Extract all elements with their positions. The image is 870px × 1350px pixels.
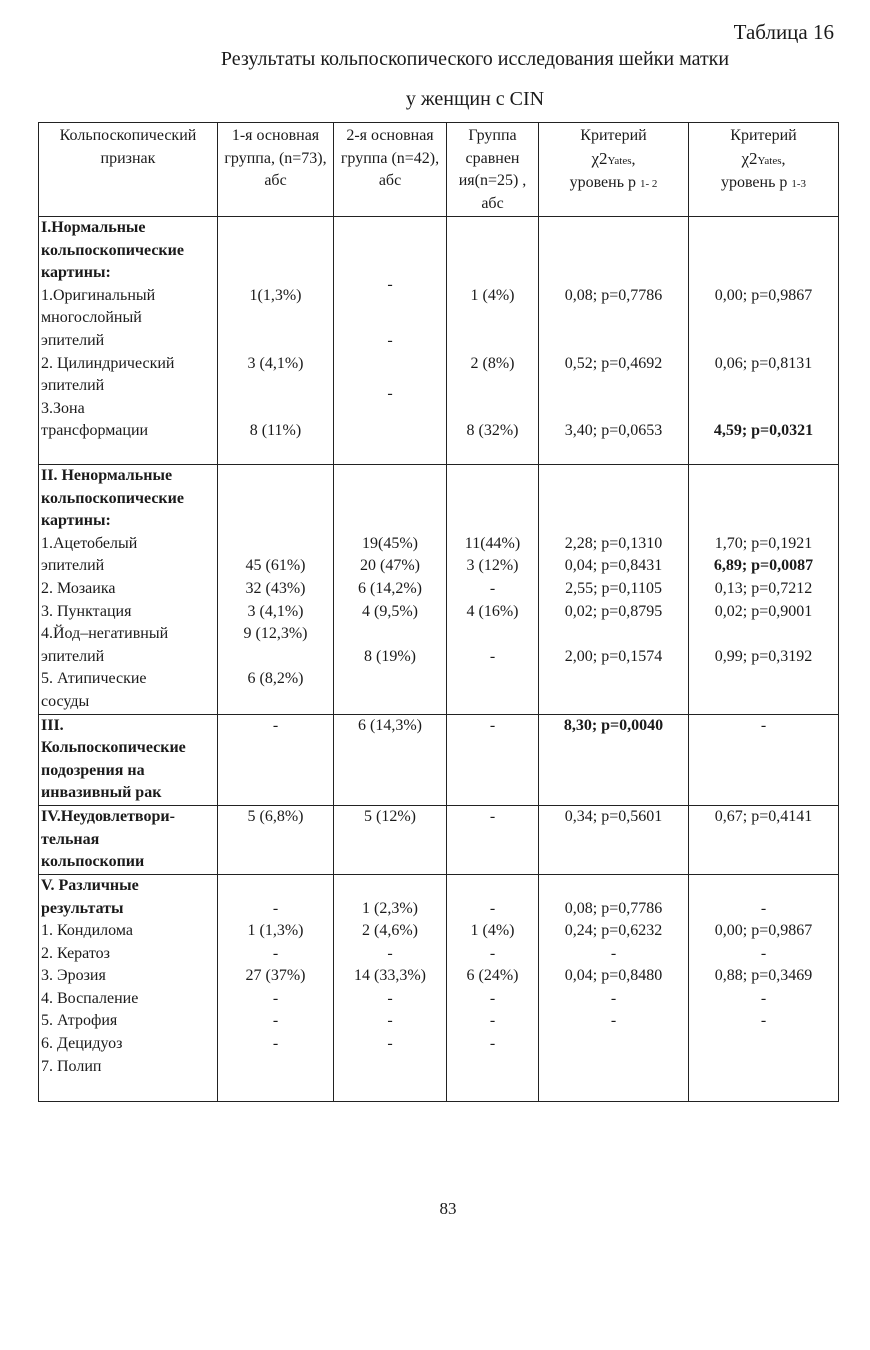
page-number: 83 [439,1199,457,1218]
section-unsatisfactory-group2: 5 (12%) [334,805,447,874]
header-criterion-1-2: Критерий χ2Yates, уровень р 1- 2 [539,123,689,217]
header-group3: Группа сравнен ия(n=25) , абс [447,123,539,217]
section-normal-group2: - - - [334,217,447,465]
section-various-crit12: 0,08; p=0,7786 0,24; p=0,6232 - 0,04; p=0,8480 - - [539,874,689,1101]
section-abnormal-group1: 45 (61%) 32 (43%) 3 (4,1%) 9 (12,3%) 6 (8,2%) [218,465,334,715]
table-title: Результаты кольпоскопического исследования шейки матки [220,48,730,70]
table-label: Таблица 16 [733,20,834,44]
section-normal [39,217,839,465]
section-invasive-crit12: 8,30; p=0,0040 [539,714,689,805]
section-various [39,874,839,1101]
section-various-group2: 1 (2,3%) 2 (4,6%) - 14 (33,3%) - - - [334,874,447,1101]
section-normal-crit13: 0,00; p=0,9867 0,06; p=0,8131 4,59; p=0,0321 [689,217,839,465]
colposcopy-results-table [38,122,839,1102]
header-sign: Кольпоскопический признак [39,123,218,217]
section-invasive-label: III. Кольпоскопические подозрения на инвазивный рак [39,714,218,805]
section-various-crit13: - 0,00; p=0,9867 - 0,88; p=0,3469 - - [689,874,839,1101]
section-invasive-group2: 6 (14,3%) [334,714,447,805]
section-abnormal-group3: 11(44%) 3 (12%) - 4 (16%) - [447,465,539,715]
section-unsatisfactory-label: IV.Неудовлетвори- тельная кольпоскопии [39,805,218,874]
section-unsatisfactory-crit12: 0,34; p=0,5601 [539,805,689,874]
section-various-labels: V. Различные результаты 1. Кондилома 2. Кератоз 3. Эрозия 4. Воспаление 5. Атрофия 6. Децидуоз 7. Полип [39,874,218,1101]
section-abnormal-crit12: 2,28; p=0,1310 0,04; p=0,8431 2,55; p=0,1105 0,02; p=0,8795 2,00; p=0,1574 [539,465,689,715]
section-unsatisfactory-group1: 5 (6,8%) [218,805,334,874]
section-unsatisfactory-group3: - [447,805,539,874]
section-abnormal-labels: II. Ненормальные кольпоскопические картины: 1.Ацетобелый эпителий 2. Мозаика 3. Пунктация 4.Йод–негативный эпителий 5. Атипические сосуды [39,465,218,715]
header-criterion-1-3: Критерий χ2Yates, уровень р 1-3 [689,123,839,217]
header-group2: 2-я основная группа (n=42), абс [334,123,447,217]
section-invasive-group1: - [218,714,334,805]
header-group1: 1-я основная группа, (n=73), абс [218,123,334,217]
section-unsatisfactory-crit13: 0,67; p=0,4141 [689,805,839,874]
section-normal-group3: 1 (4%) 2 (8%) 8 (32%) [447,217,539,465]
section-invasive-suspicion [39,714,839,805]
section-invasive-group3: - [447,714,539,805]
section-normal-labels: I.Нормальные кольпоскопические картины: 1.Оригинальный многослойный эпителий 2. Цилиндрический эпителий 3.Зона трансформации [39,217,218,465]
section-various-group3: - 1 (4%) - 6 (24%) - - - [447,874,539,1101]
section-unsatisfactory [39,805,839,874]
section-abnormal [39,465,839,715]
table-subtitle: у женщин с CIN [405,88,545,110]
section-abnormal-group2: 19(45%) 20 (47%) 6 (14,2%) 4 (9,5%) 8 (19%) [334,465,447,715]
section-various-group1: - 1 (1,3%) - 27 (37%) - - - [218,874,334,1101]
header-row [39,123,839,217]
section-invasive-crit13: - [689,714,839,805]
section-normal-group1: 1(1,3%) 3 (4,1%) 8 (11%) [218,217,334,465]
section-abnormal-crit13: 1,70; p=0,1921 6,89; p=0,0087 0,13; p=0,7212 0,02; p=0,9001 0,99; p=0,3192 [689,465,839,715]
section-normal-crit12: 0,08; p=0,7786 0,52; p=0,4692 3,40; p=0,0653 [539,217,689,465]
